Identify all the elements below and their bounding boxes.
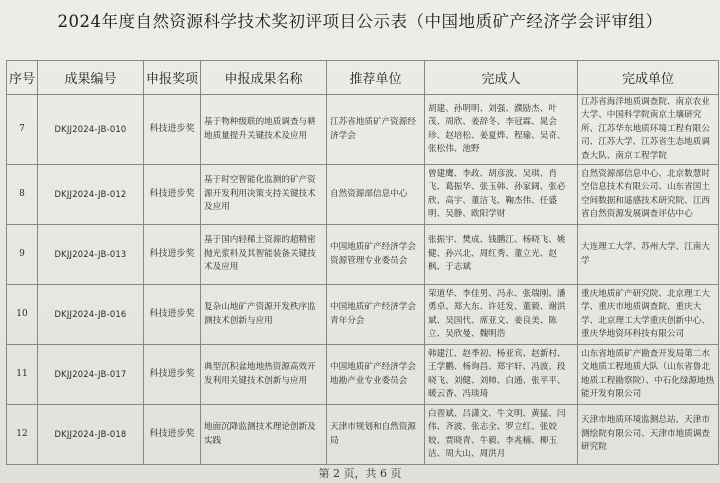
completing-units: 山东省地质矿产勘查开发局第二水文地质工程地质大队（山东省鲁北地质工程勘察院）、中石化绿源地热能开发有限公司 (578, 345, 719, 405)
result-name: 典型沉积盆地地热资源高效开发利用关键技术创新与应用 (201, 345, 327, 405)
page-footer: 第 2 页，共 6 页 (318, 467, 402, 480)
completing-units: 大连理工大学、苏州大学、江南大学 (578, 225, 719, 285)
col-header-units: 完成单位 (578, 61, 719, 95)
col-header-no: 序号 (7, 61, 38, 95)
table-row (7, 405, 719, 465)
completing-units: 重庆地质矿产研究院、北京理工大学、重庆市地质调查院、重庆大学、北京理工大学重庆创新中心、重庆华地资环科技有限公司 (578, 285, 719, 345)
col-header-people: 完成人 (425, 61, 578, 95)
col-header-award: 申报奖项 (144, 61, 201, 95)
contributors: 张振宇、樊成、钱鹏江、杨晓飞、姚健、孙兴北、周红秀、董立光、赵枫、于志斌 (425, 225, 578, 285)
award-type: 科技进步奖 (144, 225, 201, 285)
award-type: 科技进步奖 (144, 165, 201, 225)
result-code: DKJJ2024-JB-013 (38, 225, 144, 285)
recommending-unit: 自然资源部信息中心 (327, 165, 425, 225)
recommending-unit: 中国地质矿产经济学会资源管理专业委员会 (327, 225, 425, 285)
recommending-unit: 中国地质矿产经济学会地勘产业专业委员会 (327, 345, 425, 405)
row-number: 8 (7, 165, 38, 225)
row-number: 12 (7, 405, 38, 465)
completing-units: 江苏省海洋地质调查院、南京农业大学、中国科学院南京土壤研究所、江苏华东地质环境工程有限公司、江苏大学、江苏省生态地质调查大队、南京工程学院 (578, 95, 719, 165)
award-type: 科技进步奖 (144, 405, 201, 465)
table-row (7, 285, 719, 345)
result-name: 基于物种级联的地质调查与耕地质量提升关键技术及应用 (201, 95, 327, 165)
recommending-unit: 天津市规划和自然资源局 (327, 405, 425, 465)
result-name: 基于时空智能化监测的矿产资源开发利用决策支持关键技术及应用 (201, 165, 327, 225)
result-name: 基于国内轻稀土资源的超精密抛光浆料及其智能装备关键技术及应用 (201, 225, 327, 285)
result-code: DKJJ2024-JB-010 (38, 95, 144, 165)
result-code: DKJJ2024-JB-016 (38, 285, 144, 345)
table-header-row (7, 61, 719, 95)
row-number: 10 (7, 285, 38, 345)
table-row (7, 345, 719, 405)
table-row (7, 225, 719, 285)
result-name: 复杂山地矿产资源开发秩序监测技术创新与应用 (201, 285, 327, 345)
result-code: DKJJ2024-JB-017 (38, 345, 144, 405)
contributors: 胡建、孙明明、刘强、濮励杰、叶茂、周欣、姜辞冬、李冠霖、晁会珍、赵培松、姜夏烨、程瑜、吴奇、张松伟、池野 (425, 95, 578, 165)
result-code: DKJJ2024-JB-012 (38, 165, 144, 225)
contributors: 曾建鹰、李政、胡彦波、吴琪、肖飞、葛振华、张玉韩、孙家阔、张必欣、高宇、董洁飞、鞠杰伟、任盛明、吴静、欧阳学财 (425, 165, 578, 225)
recommending-unit: 江苏省地质矿产资源经济学会 (327, 95, 425, 165)
recommending-unit: 中国地质矿产经济学会青年分会 (327, 285, 425, 345)
completing-units: 自然资源部信息中心、北京数慧时空信息技术有限公司、山东省国土空间数据和遥感技术研究院、江西省自然资源发展调查评估中心 (578, 165, 719, 225)
row-number: 7 (7, 95, 38, 165)
award-type: 科技进步奖 (144, 345, 201, 405)
col-header-code: 成果编号 (38, 61, 144, 95)
col-header-recommender: 推荐单位 (327, 61, 425, 95)
award-type: 科技进步奖 (144, 95, 201, 165)
table-row (7, 165, 719, 225)
completing-units: 天津市地质环境监测总站、天津市测绘院有限公司、天津市地质调查研究院 (578, 405, 719, 465)
award-type: 科技进步奖 (144, 285, 201, 345)
results-table (6, 60, 719, 465)
table-row (7, 95, 719, 165)
contributors: 荣道华、李佳男、冯永、张瑞刚、潘勇卓、郑大东、许廷发、董毅、谢洪斌、吴国代、席亚文、姜良美、陈立、吴欣曼、魏明浩 (425, 285, 578, 345)
col-header-name: 申报成果名称 (201, 61, 327, 95)
result-name: 地面沉降监测技术理论创新及实践 (201, 405, 327, 465)
result-code: DKJJ2024-JB-018 (38, 405, 144, 465)
contributors: 韩建江、赵季初、杨亚宾、赵新村、王学鹏、杨询昌、郑宇轩、冯波、段晓飞、刘健、刘帅、白通、张平平、暖云香、冯琰琦 (425, 345, 578, 405)
row-number: 11 (7, 345, 38, 405)
row-number: 9 (7, 225, 38, 285)
contributors: 白晋斌、吕潇文、牛文明、黄猛、闫伟、齐波、张志全、罗立红、张姣姣、贾晓青、牛毅、李兆楠、柳玉洁、周大山、周洪月 (425, 405, 578, 465)
page-title: 2024年度自然资源科学技术奖初评项目公示表（中国地质矿产经济学会评审组） (57, 12, 663, 31)
